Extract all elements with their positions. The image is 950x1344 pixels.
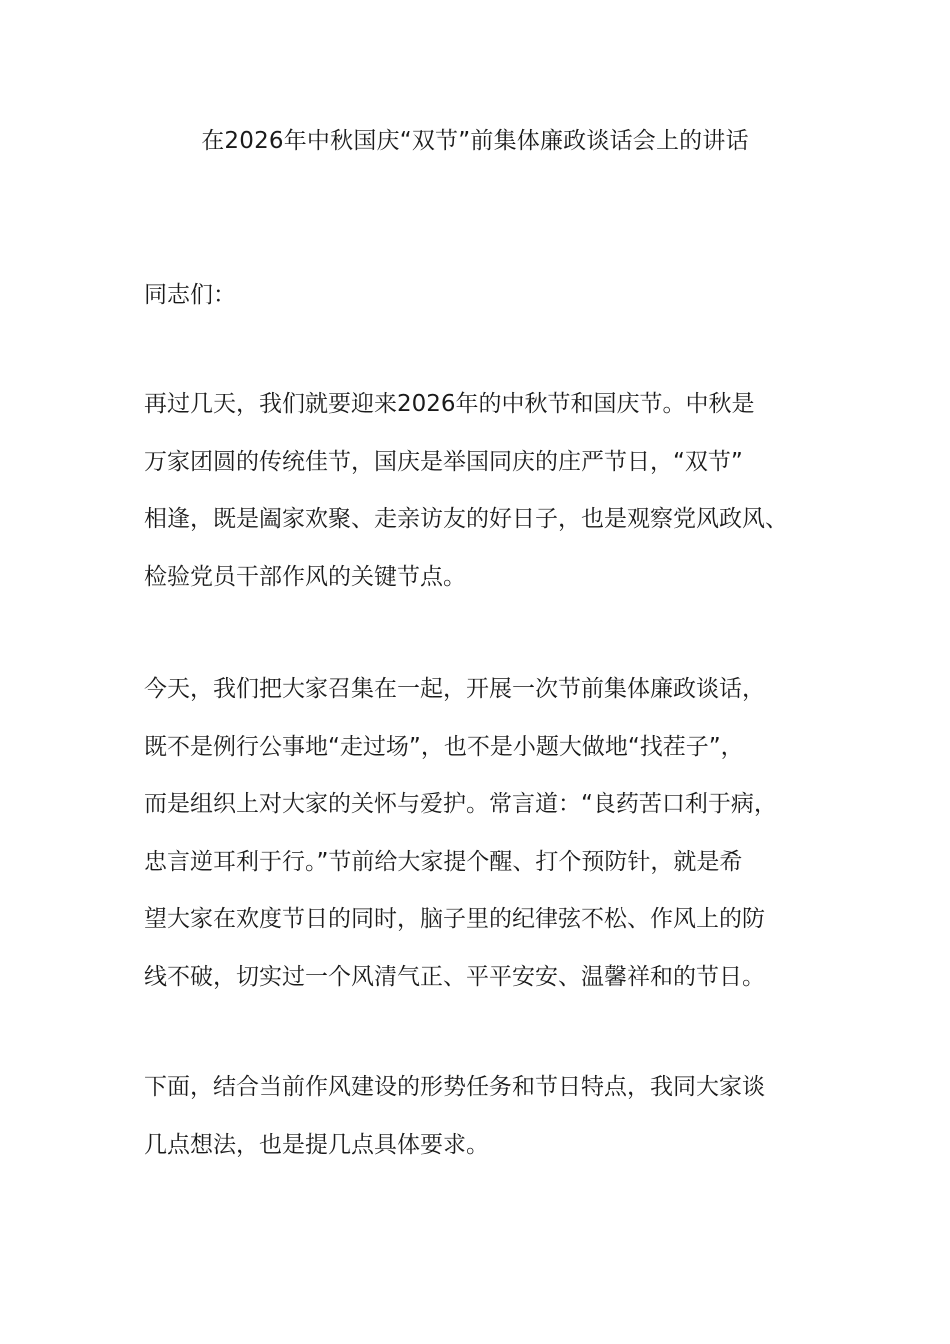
paragraph-1 <box>144 376 816 606</box>
paragraph-line: 忠言逆耳利于行。”节前给大家提个醒、打个预防针，就是希 <box>144 848 743 875</box>
paragraph-line: 而是组织上对大家的关怀与爱护。常言道：“良药苦口利于病， <box>144 791 777 817</box>
paragraph-line: 再过几天，我们就要迎来2026年的中秋节和国庆节。中秋是 <box>144 391 755 417</box>
salutation: 同志们： <box>144 282 236 308</box>
paragraph-line: 万家团圆的传统佳节，国庆是举国同庆的庄严节日，“双节” <box>144 448 743 475</box>
paragraph-line: 下面，结合当前作风建设的形势任务和节日特点，我同大家谈 <box>144 1074 765 1100</box>
paragraph-line: 既不是例行公事地“走过场”，也不是小题大做地“找茬子”， <box>144 733 744 760</box>
paragraph-line: 线不破，切实过一个风清气正、平平安安、温馨祥和的节日。 <box>144 963 765 990</box>
paragraph-line: 今天，我们把大家召集在一起，开展一次节前集体廉政谈话， <box>144 676 765 702</box>
paragraph-3 <box>144 1059 816 1174</box>
paragraph-line: 几点想法，也是提几点具体要求。 <box>144 1131 489 1158</box>
paragraph-line: 相逢，既是阖家欢聚、走亲访友的好日子，也是观察党风政风、 <box>144 506 788 532</box>
document-title: 在2026年中秋国庆“双节”前集体廉政谈话会上的讲话 <box>201 128 749 154</box>
paragraph-line: 检验党员干部作风的关键节点。 <box>144 563 466 590</box>
paragraph-2 <box>144 661 816 1006</box>
paragraph-line: 望大家在欢度节日的同时，脑子里的纪律弦不松、作风上的防 <box>144 906 765 932</box>
